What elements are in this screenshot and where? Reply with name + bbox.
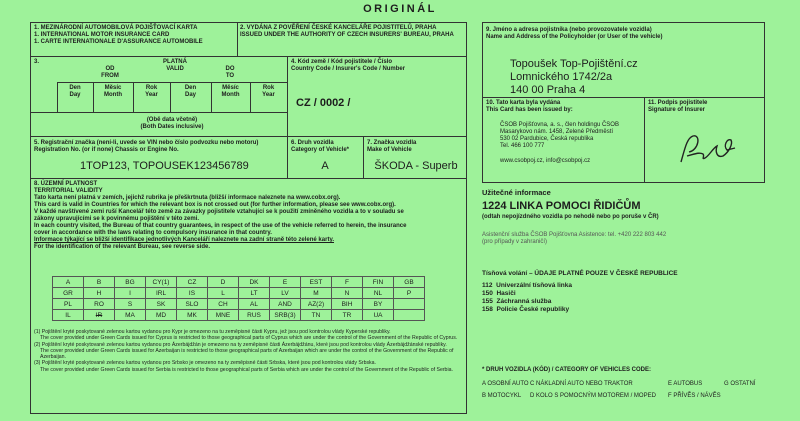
country-cell: E [270, 277, 301, 288]
emergency-list [482, 282, 572, 314]
country-cell: FIN [363, 277, 394, 288]
country-cell: BY [363, 299, 394, 310]
country-cell: UA [363, 310, 394, 321]
country-table [52, 276, 425, 321]
country-cell: M [301, 288, 332, 299]
country-cell: AND [270, 299, 301, 310]
country-cell: SK [146, 299, 177, 310]
box8-text: 8. ÚZEMNÍ PLATNOST TERRITORIAL VALIDITY Tato karta není platná v zemích, jejichž rubrika je přeškrtnuta (bližší informace naleznete na www.cobx.org). This card is valid in Countries for which the relevant box is not crossed out (for further information, please see www.cobx.org). V každé navštívené zemi ruší Kancelář této země za závazky pojistitele vztahující se k použití zmíněného vozidla a to v souladu se zákony upravujícími se k povinnému pojištění v této zemi. In each country visited, the Bureau of that country guarantees, in respect of the use of the vehicle referred to herein, the insurance cover in accordance with the laws relating to compulsory insurance in that country. Informace týkající se bližší identifikace jednotlivých Kanceláří naleznete na zadní straně této zelené karty. For the identification of the relevant Bureau, see reverse side. [34, 181, 407, 250]
country-row [53, 288, 425, 299]
country-cell: IR [84, 310, 115, 321]
country-cell [394, 310, 425, 321]
box7-label: 7. Značka vozidla Make of Vehicle [367, 140, 417, 153]
from-month: Měsíc Month [104, 85, 122, 98]
from-label: OD FROM [101, 66, 119, 79]
category-row-2: B MOTOCYKL D KOLO S POMOCNÝM MOTOREM / MOPED F PŘÍVĚS / NÁVĚS [482, 393, 721, 399]
country-cell: F [332, 277, 363, 288]
country-cell: IL [53, 310, 84, 321]
document-title: ORIGINÁL [363, 3, 437, 15]
to-label: DO TO [225, 66, 235, 79]
country-cell: L [208, 288, 239, 299]
box6-label: 6. Druh vozidla Category of Vehicle* [291, 140, 350, 153]
country-cell: H [84, 288, 115, 299]
country-cell: AZ(2) [301, 299, 332, 310]
issuer-address: ČSOB Pojišťovna, a. s., člen holdingu ČSOB Masarykovo nám. 1458, Zelené Předměstí 530 02 Pardubice, Česká republika Tel. 466 100 777 www.csobpoj.cz, info@csobpoj.cz [500, 122, 619, 164]
country-cell: BIH [332, 299, 363, 310]
country-cell: MK [177, 310, 208, 321]
hotline: 1224 LINKA POMOCI ŘIDIČŮM [482, 200, 641, 212]
country-cell [394, 299, 425, 310]
country-cell: CZ [177, 277, 208, 288]
country-cell: TR [332, 310, 363, 321]
box5-label: 5. Registrační značka (není-li, uvede se VIN nebo číslo podvozku nebo motoru) Registration No. (or if none) Chassis or Engine No. [34, 140, 259, 153]
country-cell: B [84, 277, 115, 288]
policyholder-address: Topoušek Top-Pojištění.cz Lomnického 1742/2a 140 00 Praha 4 [510, 58, 638, 96]
country-cell: LV [270, 288, 301, 299]
category-title: * DRUH VOZIDLA (KÓD) / CATEGORY OF VEHICLES CODE: [482, 367, 652, 373]
country-cell: TN [301, 310, 332, 321]
country-cell: MNE [208, 310, 239, 321]
country-cell: CY(1) [146, 277, 177, 288]
emergency-item: 155 Záchranná služba [482, 298, 552, 305]
signature-image [675, 130, 745, 170]
box10-label: 10. Tato karta byla vydána This Card has been issued by: [486, 100, 573, 113]
box2-title: 2. VYDÁNA Z POVĚŘENÍ ČESKÉ KANCELÁŘE POJISTITELŮ, PRAHA ISSUED UNDER THE AUTHORITY OF CZECH INSURERS' BUREAU, PRAHA [240, 25, 454, 38]
country-cell: CH [208, 299, 239, 310]
country-cell: N [332, 288, 363, 299]
from-year: Rok Year [145, 85, 158, 98]
country-cell: I [115, 288, 146, 299]
country-cell: PL [53, 299, 84, 310]
box4-label: 4. Kód země / Kód pojistitele / Číslo Country Code / Insurer's Code / Number [291, 59, 406, 72]
country-cell: S [115, 299, 146, 310]
country-cell: GR [53, 288, 84, 299]
insurance-code: CZ / 0002 / [296, 97, 351, 109]
country-cell: MD [146, 310, 177, 321]
country-cell: LT [239, 288, 270, 299]
footnotes: (1) Pojištění kryté poskytované zelenou kartou vydanou pro Kypr je omezeno na tu zeměpisné části Kypru, jež jsou pod kontrolou vlády Kyperské republiky. The cover provided under Green Cards issued for Cyprus is restricted to those geographical parts of Cyprus which are under the control of the Government of the Republic of Cyprus. (2) Pojištění kryté poskytované zelenou kartou vydanou pro Ázerbájdžán je omezeno na ty zeměpisné části Ázerbájdžánu, které jsou pod kontrolou vlády Ázerbájdžánské republiky. The cover provided under Green Cards issued for Azerbaijan is restricted to those geographical parts of Azerbaijan which are under the control of the Government of the Republic of Azerbaijan. (3) Pojištění kryté poskytované zelenou kartou vydanou pro Srbsko je omezeno na ty zeměpisné části Srbska, které jsou pod kontrolou vlády Srbska. The cover provided under Green Cards issued for Serbia is restricted to those geographical parts of Serbia which are under the control of the Government of the Republic of Serbia. [34, 329, 458, 373]
country-row [53, 310, 425, 321]
box11-label: 11. Podpis pojistitele Signature of Insurer [648, 100, 708, 113]
country-cell: AL [239, 299, 270, 310]
country-cell: IRL [146, 288, 177, 299]
box1-title: 1. MEZINÁRODNÍ AUTOMOBILOVÁ POJIŠŤOVACÍ KARTA 1. INTERNATIONAL MOTOR INSURANCE CARD 1. CARTE INTERNATIONALE D'ASSURANCE AUTOMOBILE [34, 25, 203, 45]
category-row-1: A OSOBNÍ AUTOC NÁKLADNÍ AUTO NEBO TRAKTOR E AUTOBUS G OSTATNÍ [482, 381, 756, 387]
country-cell: D [208, 277, 239, 288]
box9-label: 9. Jméno a adresa pojistníka (nebo provozovatele vozidla) Name and Address of the Policyholder (or User of the vehicle) [486, 27, 663, 40]
from-day: Den Day [69, 85, 81, 98]
to-day: Den Day [184, 85, 197, 98]
country-row [53, 299, 425, 310]
country-cell: SRB(3) [270, 310, 301, 321]
box3-number: 3. [34, 59, 40, 65]
country-cell: IS [177, 288, 208, 299]
country-cell: MA [115, 310, 146, 321]
country-cell: BG [115, 277, 146, 288]
vehicle-make: ŠKODA - Superb [374, 160, 458, 172]
validity-label: PLATNÁ VALID [163, 59, 187, 72]
country-cell: A [53, 277, 84, 288]
country-cell: GB [394, 277, 425, 288]
country-cell: RUS [239, 310, 270, 321]
to-year: Rok Year [262, 85, 275, 98]
both-dates-note: (Obě data včetně) (Both Dates inclusive) [140, 117, 204, 130]
country-cell: DK [239, 277, 270, 288]
country-cell: P [394, 288, 425, 299]
assistance-info: Asistenční služba ČSOB Pojišťovna Asistence: tel. +420 222 803 442 (pro případy v zahraničí) [482, 232, 667, 245]
hotline-subtext: (odtah nepojízdného vozidla po nehodě nebo po poruše v ČR) [482, 214, 659, 220]
info-heading: Užitečné informace [482, 188, 551, 197]
country-cell: NL [363, 288, 394, 299]
country-row [53, 277, 425, 288]
emergency-title: Tísňová volání – ÚDAJE PLATNÉ POUZE V ČESKÉ REPUBLICE [482, 270, 678, 277]
country-cell: RO [84, 299, 115, 310]
emergency-item: 150 Hasiči [482, 290, 516, 297]
emergency-item: 112 Univerzální tísňová linka [482, 282, 572, 289]
vehicle-category: A [321, 160, 329, 172]
registration-number: 1TOP123, TOPOUSEK123456789 [80, 160, 249, 172]
emergency-item: 158 Policie České republiky [482, 306, 570, 313]
to-month: Měsíc Month [221, 85, 240, 98]
country-cell: EST [301, 277, 332, 288]
country-cell: SLO [177, 299, 208, 310]
